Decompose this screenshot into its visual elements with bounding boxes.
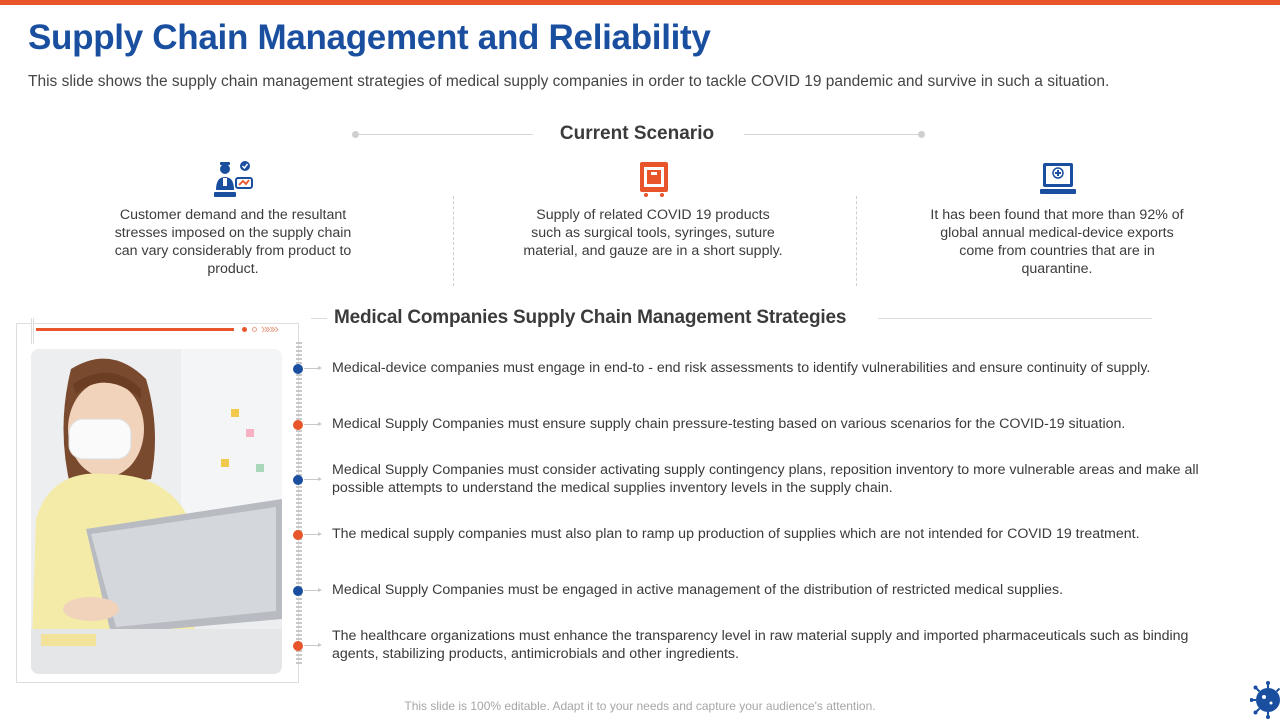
bullet-dot <box>293 586 303 596</box>
woman-with-mask-laptop-photo <box>31 349 282 674</box>
strategy-item-2: Medical Supply Companies must ensure supply chain pressure-testing based on various scenarios for the COVID-19 situation. <box>332 416 1126 432</box>
bullet-dot <box>293 420 303 430</box>
bullet-dot <box>293 364 303 374</box>
bullet-dot <box>293 530 303 540</box>
strategy-item-3: Medical Supply Companies must consider activating supply contingency plans, reposition inventory to more vulnerable areas and make all possible attempts to understand the medical supplies inventory levels in the supply chain. <box>332 462 1199 496</box>
doctor-chart-icon <box>214 160 254 198</box>
bullet-connector <box>304 590 320 591</box>
frame-accent-dot <box>252 327 257 332</box>
strategies-divider-left <box>311 318 327 319</box>
strategies-divider-right <box>878 318 1152 319</box>
strategy-item-4: The medical supply companies must also plan to ramp up production of supplies which are not intended for COVID 19 treatment. <box>332 526 1140 542</box>
divider-line-right <box>744 134 919 135</box>
strategy-item-6: The healthcare organizations must enhance the transparency level in raw material supply and imported pharmaceuticals such as binding agents, stabilizing products, antimicrobials and other ingredients. <box>332 628 1189 662</box>
strategy-item-1: Medical-device companies must engage in end-to - end risk assessments to identify vulnerabilities and ensure continuity of supply. <box>332 360 1151 376</box>
frame-accent-line <box>36 328 234 331</box>
timeline <box>296 342 302 664</box>
bullet-dot <box>293 641 303 651</box>
chevron-icon: »»» <box>261 321 277 336</box>
slide-subtitle: This slide shows the supply chain management strategies of medical supply companies in order to tackle COVID 19 pandemic and survive in such a situation. <box>28 73 1110 90</box>
strategies-heading: Medical Companies Supply Chain Management Strategies <box>334 307 847 328</box>
bullet-dot <box>293 475 303 485</box>
frame-accent-dot <box>242 327 247 332</box>
divider-dot-right <box>918 131 925 138</box>
scenario-text-2: Supply of related COVID 19 products such as surgical tools, syringes, suture material, and gauze are in a short supply. <box>523 207 783 259</box>
divider-line-left <box>358 134 533 135</box>
strategy-item-5: Medical Supply Companies must be engaged in active management of the distribution of restricted medical supplies. <box>332 582 1064 598</box>
scenario-separator <box>856 196 857 286</box>
current-scenario-heading: Current Scenario <box>559 123 715 144</box>
bullet-connector <box>304 424 320 425</box>
bullet-connector <box>304 645 320 646</box>
scenario-separator <box>453 196 454 286</box>
footer-note: This slide is 100% editable. Adapt it to your needs and capture your audience's attention. <box>404 699 876 713</box>
bullet-connector <box>304 368 320 369</box>
bullet-connector <box>304 534 320 535</box>
scenario-text-3: It has been found that more than 92% of global annual medical-device exports come from countries that are in quarantine. <box>930 207 1184 277</box>
scenario-text-1: Customer demand and the resultant stresses imposed on the supply chain can vary considerably from product to product. <box>114 207 352 277</box>
frame-decoration <box>31 318 34 344</box>
bullet-connector <box>304 479 320 480</box>
top-accent-bar <box>0 0 1280 5</box>
slide-title: Supply Chain Management and Reliability <box>28 18 711 57</box>
supply-box-icon <box>639 160 679 198</box>
virus-icon <box>1250 680 1280 720</box>
medical-laptop-icon <box>1040 160 1080 198</box>
